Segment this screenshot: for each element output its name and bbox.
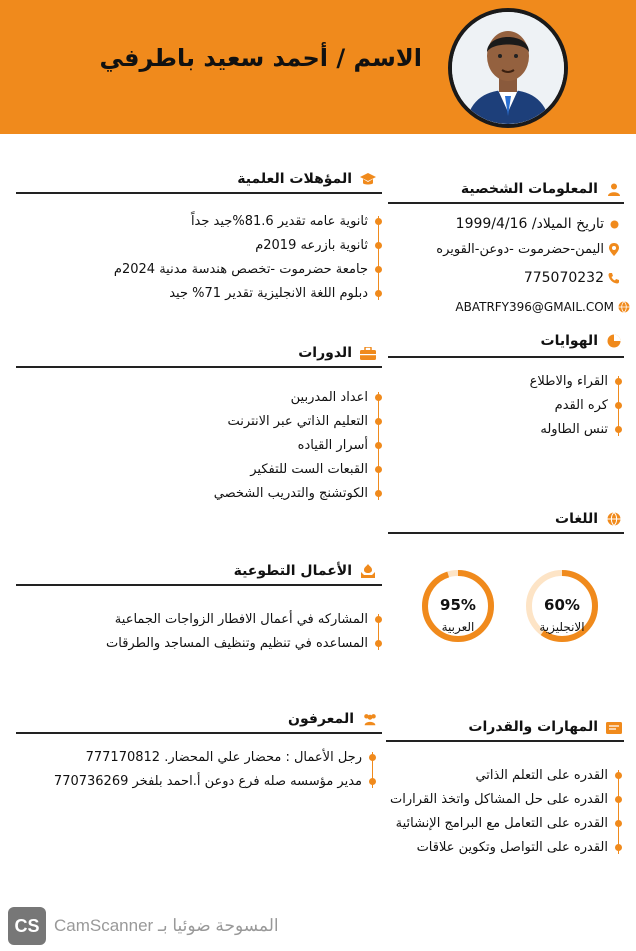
applicant-name: الاسم / أحمد سعيد باطرفي <box>99 44 422 72</box>
list-item: أسرار القياده <box>214 434 382 458</box>
location-pin-icon <box>608 244 620 256</box>
list-item: القدره على حل المشاكل واتخذ القرارات <box>390 788 622 812</box>
header-banner <box>0 0 636 134</box>
list-item: رجل الأعمال : محضار علي المحضار. 777170812 <box>54 746 376 770</box>
language-percent: 95% <box>440 596 476 614</box>
courses-rule <box>16 366 382 368</box>
languages-title: اللغات <box>555 506 622 532</box>
courses-list <box>214 386 382 506</box>
volunteer-title: الأعمال التطوعية <box>234 558 376 584</box>
skills-list <box>390 764 622 860</box>
bullet-dot-icon <box>375 218 382 225</box>
bullet-dot-icon <box>375 290 382 297</box>
list-item: تنس الطاوله <box>530 418 622 442</box>
bullet-dot-icon <box>615 772 622 779</box>
qualifications-rule <box>16 192 382 194</box>
courses-title: الدورات <box>298 340 376 366</box>
list-item: التعليم الذاتي عبر الانترنت <box>214 410 382 434</box>
camscanner-logo: CS <box>8 907 46 945</box>
language-label: العربية <box>441 620 475 634</box>
bullet-dot-icon <box>615 426 622 433</box>
bullet-dot-icon <box>615 844 622 851</box>
list-item: الكوتشنج والتدريب الشخصي <box>214 482 382 506</box>
list-item: القراء والاطلاع <box>530 370 622 394</box>
list-item: المساعده في تنظيم وتنظيف المساجد والطرقات <box>106 632 382 656</box>
bullet-dot-icon <box>375 466 382 473</box>
user-icon <box>606 181 622 197</box>
bullet-dot-icon <box>615 378 622 385</box>
email: ABATRFY396@GMAIL.COM <box>455 300 630 314</box>
phone: 775070232 <box>524 270 620 286</box>
briefcase-icon <box>360 345 376 361</box>
pie-chart-icon <box>606 333 622 349</box>
skills-title: المهارات والقدرات <box>468 714 622 740</box>
bullet-dot-icon <box>375 418 382 425</box>
bullet-dot-icon <box>369 778 376 785</box>
list-item: ثانوية عامه تقدير 81.6%جيد جداً <box>114 210 382 234</box>
camscanner-watermark <box>8 906 279 946</box>
birth-date: تاريخ الميلاد/ 1999/4/16 <box>456 216 620 232</box>
list-item: دبلوم اللغة الانجليزية تقدير 71% جيد <box>114 282 382 306</box>
volunteer-list <box>106 608 382 656</box>
hobbies-list <box>530 370 622 442</box>
list-item: القدره على التواصل وتكوين علاقات <box>390 836 622 860</box>
graduation-cap-icon <box>360 171 376 187</box>
skills-icon <box>606 719 622 735</box>
bullet-dot-icon <box>608 218 620 230</box>
bullet-dot-icon <box>615 402 622 409</box>
personal-info-title: المعلومات الشخصية <box>461 176 622 202</box>
bullet-dot-icon <box>375 266 382 273</box>
bullet-dot-icon <box>615 820 622 827</box>
list-item: مدير مؤسسه صله فرع دوعن أ.احمد بلفخر 770736269 <box>54 770 376 794</box>
list-item: القبعات الست للتفكير <box>214 458 382 482</box>
bullet-dot-icon <box>375 616 382 623</box>
bullet-dot-icon <box>375 640 382 647</box>
list-item: القدره على التعلم الذاتي <box>390 764 622 788</box>
bullet-dot-icon <box>615 796 622 803</box>
list-item: المشاركه في أعمال الافطار الزواجات الجماعية <box>106 608 382 632</box>
list-item: جامعة حضرموت -تخصص هندسة مدنية 2024م <box>114 258 382 282</box>
skills-rule <box>386 740 624 742</box>
references-rule <box>16 732 382 734</box>
list-item: القدره على التعامل مع البرامج الإنشائية <box>390 812 622 836</box>
hobbies-rule <box>388 356 624 358</box>
bullet-dot-icon <box>375 442 382 449</box>
references-title: المعرفون <box>288 706 378 732</box>
phone-icon <box>608 272 620 284</box>
list-item: كره القدم <box>530 394 622 418</box>
list-item: اعداد المدربين <box>214 386 382 410</box>
qualifications-list <box>114 210 382 306</box>
languages-rule <box>388 532 624 534</box>
globe-icon <box>606 511 622 527</box>
language-label: الانجليزية <box>539 620 585 634</box>
camscanner-text: CamScanner المسوحة ضوئيا بـ <box>54 916 279 935</box>
hobbies-title: الهوايات <box>541 328 622 354</box>
bullet-dot-icon <box>375 394 382 401</box>
volunteer-rule <box>16 584 382 586</box>
references-list <box>54 746 376 794</box>
bullet-dot-icon <box>369 754 376 761</box>
bullet-dot-icon <box>375 490 382 497</box>
profile-photo <box>448 8 568 128</box>
people-icon <box>362 711 378 727</box>
address: اليمن-حضرموت -دوعن-القويره <box>436 242 620 257</box>
qualifications-title: المؤهلات العلمية <box>237 166 376 192</box>
personal-info-rule <box>388 202 624 204</box>
hands-icon <box>360 563 376 579</box>
language-percent: 60% <box>544 596 580 614</box>
globe-small-icon <box>618 301 630 313</box>
list-item: ثانوية بازرعه 2019م <box>114 234 382 258</box>
bullet-dot-icon <box>375 242 382 249</box>
